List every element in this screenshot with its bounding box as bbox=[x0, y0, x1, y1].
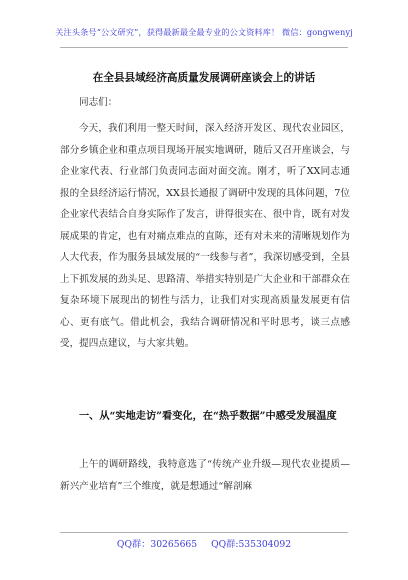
header-note: 关注头条号“公文研究”，获得最新最全最专业的公文资料库！ 微信：gongwenyj bbox=[55, 27, 353, 37]
footer-qq-group-2: QQ群:535304092 bbox=[211, 539, 292, 550]
footer-note bbox=[0, 536, 408, 550]
footer-qq-group-1: QQ群：30265665 bbox=[116, 539, 198, 550]
section-heading-1: 一、从“实地走访”看变化，在“热乎数据”中感受发展温度 bbox=[79, 410, 337, 422]
header-divider bbox=[60, 47, 348, 48]
footer-divider bbox=[60, 532, 348, 533]
paragraph-1: 今天，我们利用一整天时间，深入经济开发区、现代农业园区，部分乡镇企业和重点项目现场开展实地调研，随后又召开座谈会，与企业家代表、行业部门负责同志面对面交流。刚才，听了XX同志通报的全县经济运行情况，XX县长通报了调研中发现的具体问题，7位企业家代表结合自身实际作了发言，讲得很实在、很中肯，既有对发展成果的肯定，也有对痛点难点的直陈，还有对未来的清晰规划作为人大代表，作为服务县域发展的“一线参与者”，我深切感受到，全县上下抓发展的劲头足、思路清、举措实特别是广大企业和干部群众在复杂环境下展现出的韧性与活力，让我们对实现高质量发展更有信心、更有底气。借此机会，我结合调研情况和平时思考，谈三点感受，提四点建议，与大家共勉。 bbox=[60, 123, 350, 349]
salutation: 同志们： bbox=[79, 97, 118, 108]
paragraph-2: 上午的调研路线，我特意选了“传统产业升级—现代农业提质—新兴产业培育”三个维度，就是想通过“解剖麻 bbox=[60, 459, 350, 492]
document-title: 在全县县域经济高质量发展调研座谈会上的讲话 bbox=[92, 72, 316, 84]
